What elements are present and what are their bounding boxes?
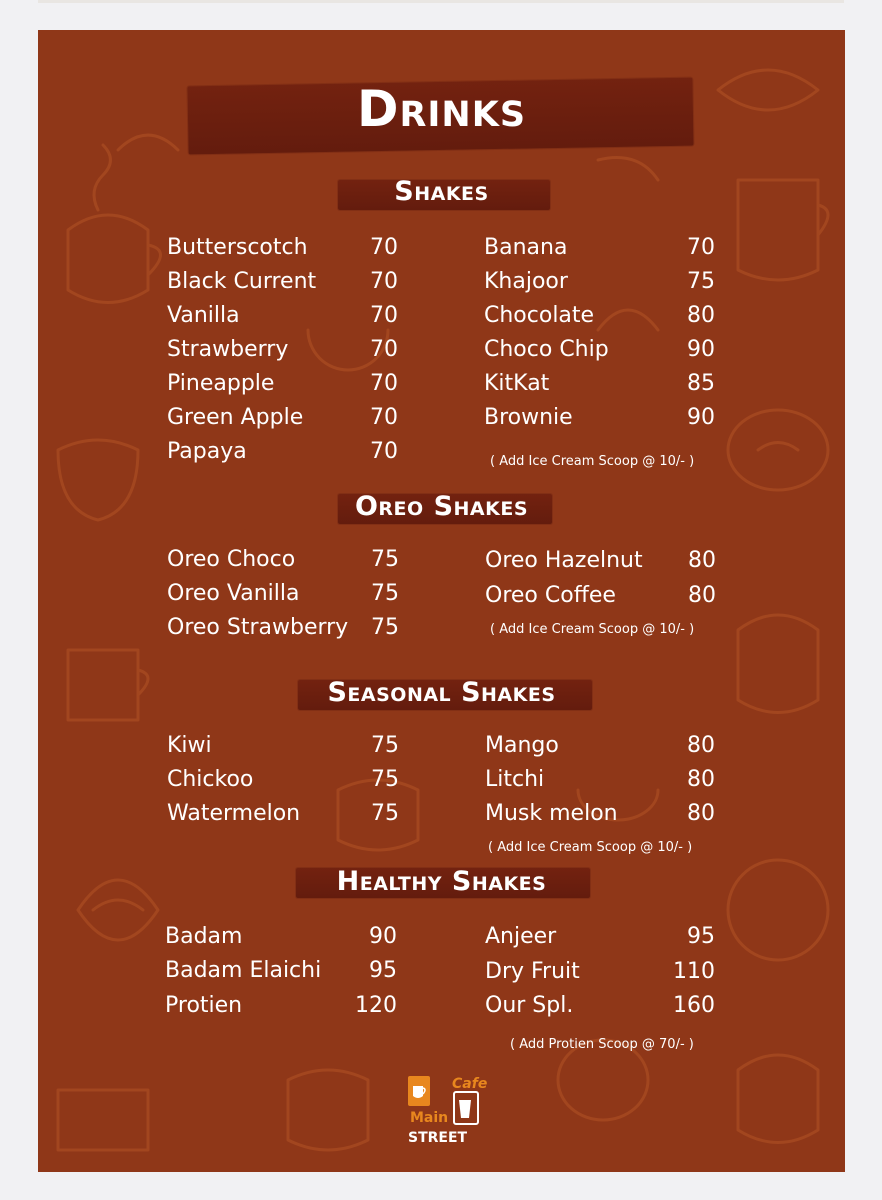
menu-item-price: 70	[370, 337, 398, 362]
logo-cafe-text: Cafe	[452, 1076, 488, 1092]
addon-note: ( Add Protien Scoop @ 70/- )	[510, 1037, 694, 1052]
menu-item-price: 70	[370, 439, 398, 464]
menu-item-price: 75	[371, 615, 399, 640]
menu-item-name: Mango	[485, 733, 559, 758]
menu-item-price: 70	[370, 303, 398, 328]
menu-item-price: 90	[369, 924, 397, 949]
menu-item-name: Oreo Vanilla	[167, 581, 300, 606]
menu-item-price: 75	[371, 547, 399, 572]
section-title-shakes: Shakes	[394, 176, 489, 207]
menu-item-price: 80	[687, 801, 715, 826]
menu-item-price: 75	[371, 581, 399, 606]
menu-item-price: 90	[687, 405, 715, 430]
menu-item-name: Green Apple	[167, 405, 304, 430]
menu-item-price: 70	[687, 235, 715, 260]
menu-item-name: Banana	[484, 235, 568, 260]
addon-note: ( Add Ice Cream Scoop @ 10/- )	[490, 454, 695, 469]
menu-item-name: Watermelon	[167, 801, 301, 826]
menu-item-name: Oreo Coffee	[485, 583, 616, 608]
menu-item-name: Litchi	[485, 767, 545, 792]
menu-item-name: Strawberry	[167, 337, 289, 362]
menu-item-price: 70	[370, 371, 398, 396]
page-title: Drinks	[356, 80, 527, 138]
menu-item-price: 80	[688, 583, 716, 608]
menu-item-price: 75	[371, 733, 399, 758]
menu-item-price: 70	[370, 269, 398, 294]
section-title-oreo-shakes: Oreo Shakes	[354, 491, 529, 522]
menu-item-price: 85	[687, 371, 715, 396]
cafe-main-street-logo	[408, 1074, 488, 1152]
menu-item-name: Pineapple	[167, 371, 275, 396]
menu-item-name: Kiwi	[167, 733, 212, 758]
menu-page	[38, 30, 845, 1172]
menu-item-name: Badam	[165, 924, 243, 949]
menu-item-name: Badam Elaichi	[165, 958, 322, 983]
menu-item-price: 160	[673, 993, 715, 1018]
menu-item-name: Brownie	[484, 405, 573, 430]
menu-item-price: 70	[370, 235, 398, 260]
menu-item-price: 95	[369, 958, 397, 983]
menu-item-price: 75	[687, 269, 715, 294]
addon-note: ( Add Ice Cream Scoop @ 10/- )	[490, 622, 695, 637]
top-strip	[38, 0, 844, 3]
menu-item-name: Khajoor	[484, 269, 568, 294]
menu-item-name: Papaya	[167, 439, 247, 464]
menu-item-price: 70	[370, 405, 398, 430]
menu-item-price: 80	[687, 303, 715, 328]
logo-main-text: Main	[410, 1110, 449, 1126]
menu-item-price: 110	[673, 959, 715, 984]
menu-item-name: Musk melon	[485, 801, 618, 826]
section-title-seasonal-shakes: Seasonal Shakes	[327, 677, 556, 708]
menu-item-price: 120	[355, 993, 397, 1018]
menu-item-name: Anjeer	[485, 924, 557, 949]
menu-item-price: 95	[687, 924, 715, 949]
menu-item-price: 75	[371, 767, 399, 792]
menu-item-price: 80	[687, 733, 715, 758]
section-title-healthy-shakes: Healthy Shakes	[336, 866, 547, 897]
addon-note: ( Add Ice Cream Scoop @ 10/- )	[488, 840, 693, 855]
menu-item-price: 80	[687, 767, 715, 792]
menu-item-name: Dry Fruit	[485, 959, 580, 984]
menu-item-name: Protien	[165, 993, 243, 1018]
menu-item-price: 90	[687, 337, 715, 362]
menu-item-name: Choco Chip	[484, 337, 609, 362]
menu-item-name: Black Current	[167, 269, 317, 294]
menu-item-name: Our Spl.	[485, 993, 574, 1018]
menu-item-name: Chickoo	[167, 767, 254, 792]
menu-item-name: Oreo Choco	[167, 547, 296, 572]
menu-item-price: 80	[688, 548, 716, 573]
menu-item-price: 75	[371, 801, 399, 826]
menu-item-name: Oreo Strawberry	[167, 615, 349, 640]
menu-item-name: Oreo Hazelnut	[485, 548, 643, 573]
menu-item-name: Butterscotch	[167, 235, 308, 260]
menu-item-name: Chocolate	[484, 303, 595, 328]
menu-item-name: Vanilla	[167, 303, 240, 328]
logo-street-text: STREET	[408, 1130, 468, 1146]
menu-item-name: KitKat	[484, 371, 550, 396]
